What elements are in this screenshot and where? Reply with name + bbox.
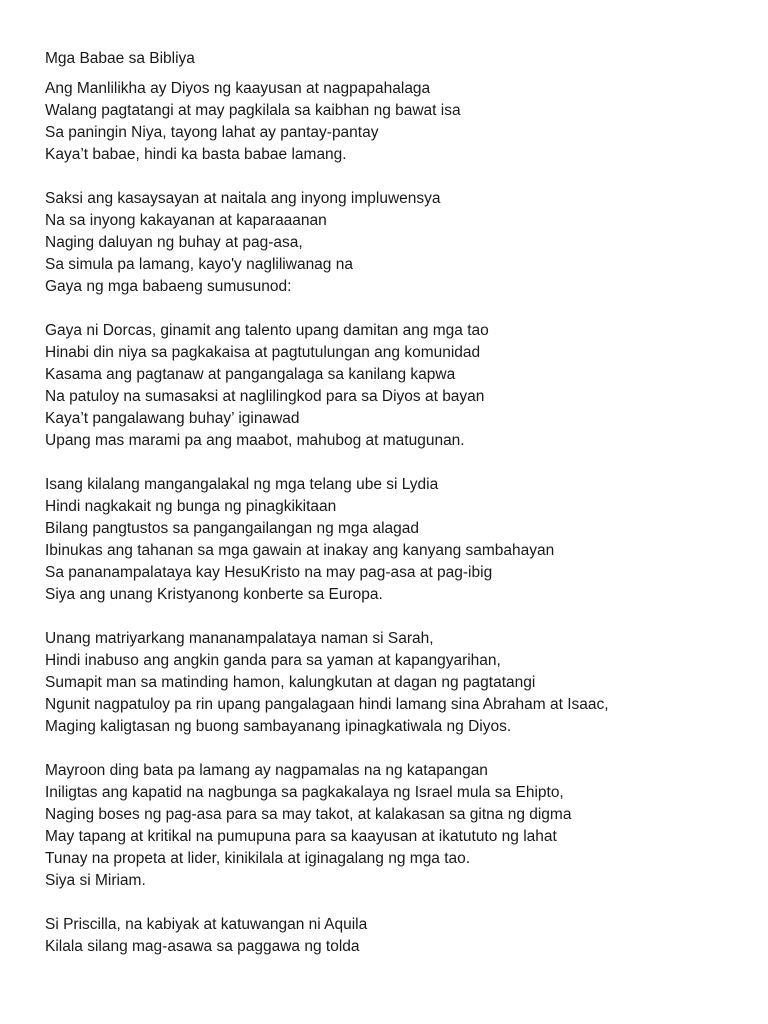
stanza [45,914,745,958]
poem-line: Sa paningin Niya, tayong lahat ay pantay-pantay [45,124,379,141]
poem-line: Kaya’t pangalawang buhay’ iginawad [45,410,300,427]
stanza [45,760,745,892]
poem-line: Sa simula pa lamang, kayo'y nagliliwanag na [45,256,353,273]
poem-line: Si Priscilla, na kabiyak at katuwangan ni Aquila [45,916,368,933]
poem-line: Ibinukas ang tahanan sa mga gawain at inakay ang kanyang sambahayan [45,542,555,559]
poem-line: Siya ang unang Kristyanong konberte sa Europa. [45,586,383,603]
poem-line: Hindi inabuso ang angkin ganda para sa yaman at kapangyarihan, [45,652,501,669]
document-body [45,48,745,980]
poem-line: Saksi ang kasaysayan at naitala ang inyong impluwensya [45,190,441,207]
stanza [45,474,745,606]
poem-line: Bilang pangtustos sa pangangailangan ng mga alagad [45,520,420,537]
poem-line: Sa pananampalataya kay HesuKristo na may pag-asa at pag-ibig [45,564,493,581]
stanza [45,628,745,738]
poem-line: Isang kilalang mangangalakal ng mga telang ube si Lydia [45,476,439,493]
poem-line: Gaya ng mga babaeng sumusunod: [45,278,292,295]
poem-line: May tapang at kritikal na pumupuna para sa kaayusan at ikatututo ng lahat [45,828,557,845]
poem-line: Kasama ang pagtanaw at pangangalaga sa kanilang kapwa [45,366,456,383]
poem-line: Maging kaligtasan ng buong sambayanang ipinagkatiwala ng Diyos. [45,718,512,735]
poem-line: Mayroon ding bata pa lamang ay nagpamalas na ng katapangan [45,762,488,779]
document-title: Mga Babae sa Bibliya [45,50,195,67]
poem-line: Naging boses ng pag-asa para sa may takot, at kalakasan sa gitna ng digma [45,806,572,823]
poem-line: Tunay na propeta at lider, kinikilala at iginagalang ng mga tao. [45,850,471,867]
poem-stanzas [45,78,745,958]
poem-line: Ang Manlilikha ay Diyos ng kaayusan at nagpapahalaga [45,80,431,97]
poem-line: Kilala silang mag-asawa sa paggawa ng tolda [45,938,360,955]
poem-line: Upang mas marami pa ang maabot, mahubog at matugunan. [45,432,465,449]
poem-line: Hinabi din niya sa pagkakaisa at pagtutulungan ang komunidad [45,344,481,361]
poem-line: Unang matriyarkang mananampalataya naman si Sarah, [45,630,434,647]
poem-line: Naging daluyan ng buhay at pag-asa, [45,234,303,251]
poem-line: Iniligtas ang kapatid na nagbunga sa pagkakalaya ng Israel mula sa Ehipto, [45,784,564,801]
poem-line: Ngunit nagpatuloy pa rin upang pangalagaan hindi lamang sina Abraham at Isaac, [45,696,609,713]
poem-line: Sumapit man sa matinding hamon, kalungkutan at dagan ng pagtatangi [45,674,536,691]
poem-line: Na sa inyong kakayanan at kaparaaanan [45,212,327,229]
stanza [45,78,745,166]
poem-line: Hindi nagkakait ng bunga ng pinagkikitaan [45,498,337,515]
poem-line: Walang pagtatangi at may pagkilala sa kaibhan ng bawat isa [45,102,461,119]
stanza [45,188,745,298]
poem-line: Na patuloy na sumasaksi at naglilingkod para sa Diyos at bayan [45,388,485,405]
poem-line: Kaya’t babae, hindi ka basta babae lamang. [45,146,347,163]
poem-line: Siya si Miriam. [45,872,146,889]
stanza [45,320,745,452]
poem-line: Gaya ni Dorcas, ginamit ang talento upang damitan ang mga tao [45,322,489,339]
